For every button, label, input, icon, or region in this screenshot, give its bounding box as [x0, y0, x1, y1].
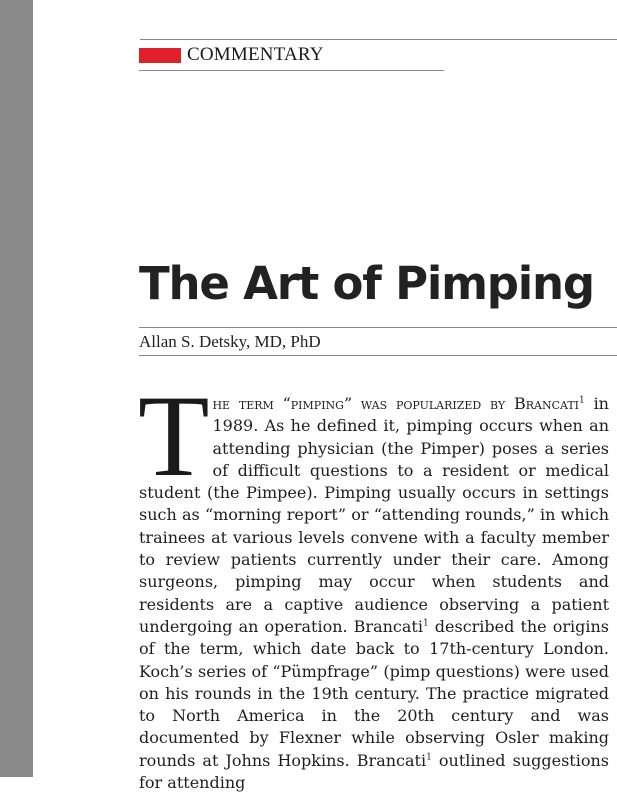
section-underline	[139, 70, 444, 71]
body-text-segment: in 1989. As he defined it, pimping occurs when an attending physician (the Pimper) poses a series of difficult questions to a resident or medical student (the Pimpee). Pimping usually occurs in settings such as “morning report” or “attending rounds,” in which trainees at various levels convene with a faculty member to review patients currently under their care. Among surgeons, pimping may occur when students and residents are a captive audience observing a patient undergoing an operation. Brancati	[139, 394, 609, 636]
drop-cap: T	[138, 372, 210, 501]
body-text-segment: outlined suggestions for attending	[139, 750, 610, 793]
article-title: The Art of Pimping	[139, 257, 594, 310]
reference-marker[interactable]: 1	[579, 395, 585, 406]
article-page	[33, 0, 617, 793]
left-margin-bar	[0, 0, 33, 777]
reference-marker[interactable]: 1	[426, 752, 432, 763]
header-rule	[140, 39, 617, 40]
author-byline: Allan S. Detsky, MD, PhD	[139, 332, 321, 351]
body-text-segment: described the origins of the term, which date back to 17th-century London. Koch’s series of “Pümpfrage” (pimp questions) were used on his rounds in the 19th century. The practice migrated to North America in the 20th century and was documented by Flexner while observing Osler making rounds at Johns Hopkins. Brancati	[139, 616, 609, 770]
byline-rule-top	[139, 327, 617, 328]
lead-in-text: he term “pimping” was popularized by Brancati	[212, 394, 580, 413]
section-header	[139, 44, 324, 66]
reference-marker[interactable]: 1	[422, 618, 429, 629]
section-accent-bar	[139, 48, 181, 63]
article-body	[138, 372, 610, 794]
section-label: COMMENTARY	[187, 44, 324, 65]
byline-rule-bottom	[139, 355, 617, 356]
